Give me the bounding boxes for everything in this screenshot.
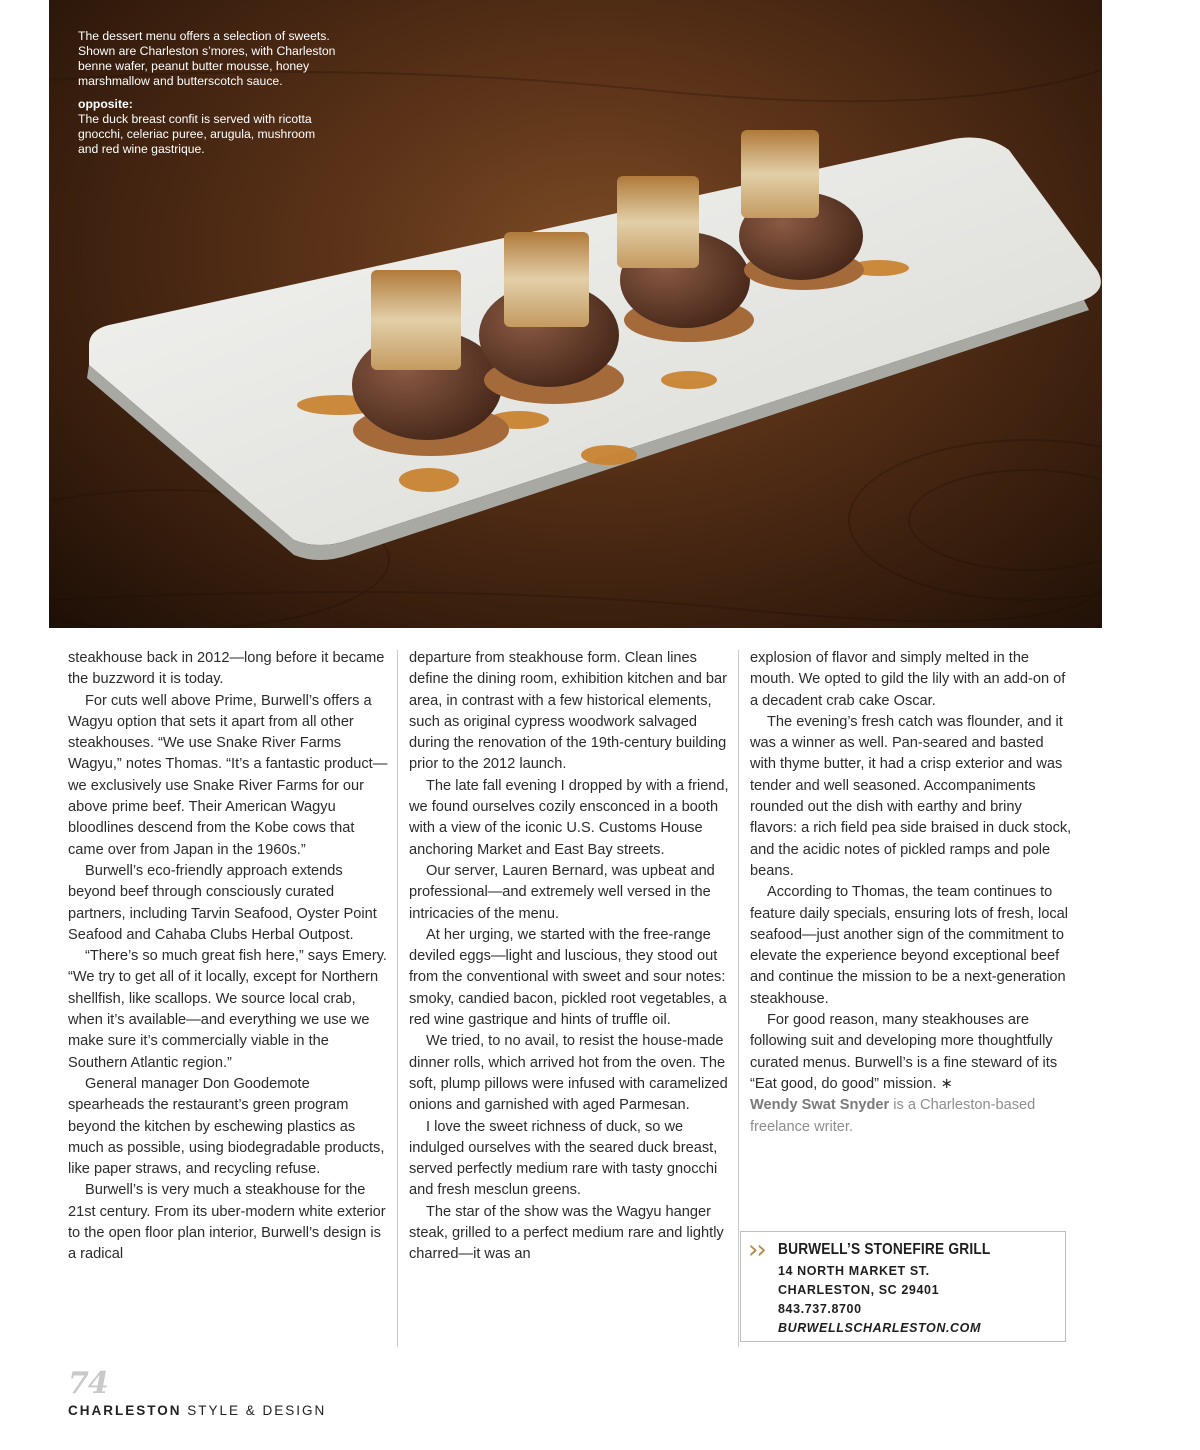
paragraph: Burwell’s is very much a steakhouse for the 21st century. From its uber-modern white exterior to the open floor plan interior, Burwell’s design is a radical xyxy=(68,1182,386,1263)
chevron-right-icon: ›› xyxy=(748,1235,765,1265)
caption-opposite: The duck breast confit is served with ricotta gnocchi, celeriac puree, arugula, mushroom and red wine gastrique. xyxy=(78,112,316,156)
article-column-2 xyxy=(409,648,731,1266)
caption-main: The dessert menu offers a selection of sweets. Shown are Charleston s’mores, with Charleston benne wafer, peanut butter mousse, honey marshmallow and butterscotch sauce. xyxy=(78,29,336,88)
paragraph: departure from steakhouse form. Clean lines define the dining room, exhibition kitchen and bar area, in contrast with a few historical elements, such as original cypress woodwork salvaged during the renovation of the 19th-century building prior to the 2012 launch. xyxy=(409,650,728,773)
author-bio-text: is a Charleston-based freelance writer. xyxy=(750,1097,1036,1135)
paragraph: steakhouse back in 2012—long before it became the buzzword it is today. xyxy=(68,650,385,688)
paragraph: The late fall evening I dropped by with a friend, we found ourselves cozily ensconced in a booth with a view of the iconic U.S. Customs House anchoring Market and East Bay streets. xyxy=(409,777,729,858)
photo-caption xyxy=(78,29,338,165)
paragraph: The star of the show was the Wagyu hanger steak, grilled to a perfect medium rare and lightly charred—it was an xyxy=(409,1203,724,1263)
author-bio xyxy=(750,1095,1072,1138)
paragraph: Burwell’s eco-friendly approach extends beyond beef through consciously curated partners, including Tarvin Seafood, Oyster Point Seafood and Cahaba Clubs Herbal Outpost. xyxy=(68,862,377,943)
article-column-3 xyxy=(750,648,1072,1138)
smore-4 xyxy=(739,130,864,290)
paragraph: I love the sweet richness of duck, so we indulged ourselves with the seared duck breast, served perfectly medium rare with tasty gnocchi and fresh mesclun greens. xyxy=(409,1118,718,1199)
restaurant-phone: 843.737.8700 xyxy=(778,1302,862,1316)
magazine-title xyxy=(68,1403,326,1418)
restaurant-info-box xyxy=(740,1231,1066,1342)
caption-opposite-label: opposite: xyxy=(78,97,133,111)
restaurant-website: BURWELLSCHARLESTON.COM xyxy=(778,1321,982,1335)
paragraph: “There’s so much great fish here,” says Emery. “We try to get all of it locally, except for Northern shellfish, like scallops. We source local crab, when it’s available—and everything we use we make sure it’s commercially viable in the Southern Atlantic region.” xyxy=(68,948,387,1071)
paragraph: Our server, Lauren Bernard, was upbeat and professional—and extremely well versed in the intricacies of the menu. xyxy=(409,862,715,922)
paragraph: The evening’s fresh catch was flounder, and it was a winner as well. Pan-seared and basted with thyme butter, it had a crisp exterior and was tender and well seasoned. Accompaniments rounded out the dish with earthy and briny flavors: a rich field pea side braised in duck stock, and the acidic notes of pickled ramps and pole beans. xyxy=(750,713,1072,879)
paragraph: At her urging, we started with the free-range deviled eggs—light and luscious, they stood out from the conventional with sweet and sour notes: smoky, candied bacon, pickled root vegetables, a red wine gastrique and hints of truffle oil. xyxy=(409,926,727,1029)
dessert-photo xyxy=(49,0,1102,628)
page-number: 74 xyxy=(68,1366,108,1401)
magazine-title-bold: CHARLESTON xyxy=(68,1403,182,1418)
column-divider xyxy=(738,650,739,1347)
paragraph: We tried, to no avail, to resist the house-made dinner rolls, which arrived hot from the oven. The soft, plump pillows were infused with caramelized onions and garnished with aged Parmesan. xyxy=(409,1033,728,1114)
article-column-1 xyxy=(68,648,390,1266)
restaurant-street: 14 NORTH MARKET ST. xyxy=(778,1264,930,1278)
paragraph: explosion of flavor and simply melted in the mouth. We opted to gild the lily with an add-on of a decadent crab cake Oscar. xyxy=(750,650,1066,709)
paragraph: For cuts well above Prime, Burwell’s offers a Wagyu option that sets it apart from all other steakhouses. “We use Snake River Farms Wagyu,” notes Thomas. “It’s a fantastic product—we exclusively use Snake River Farms for our above prime beef. Their American Wagyu bloodlines descend from the Kobe cows that came over from Japan in the 1960s.” xyxy=(68,692,388,858)
restaurant-name: BURWELL’S STONEFIRE GRILL xyxy=(778,1241,991,1258)
paragraph: According to Thomas, the team continues to feature daily specials, ensuring lots of fresh, local seafood—just another sign of the commitment to elevate the experience beyond exceptional beef and continue the mission to be a next-generation steakhouse. xyxy=(750,884,1068,1007)
author-name: Wendy Swat Snyder xyxy=(750,1097,890,1114)
column-divider xyxy=(397,650,398,1347)
paragraph: For good reason, many steakhouses are following suit and developing more thoughtfully curated menus. Burwell’s is a fine steward of its “Eat good, do good” mission. ∗ xyxy=(750,1012,1058,1092)
restaurant-city: CHARLESTON, SC 29401 xyxy=(778,1283,940,1297)
magazine-title-rest: STYLE & DESIGN xyxy=(181,1403,327,1418)
paragraph: General manager Don Goodemote spearheads the restaurant’s green program beyond the kitchen by eschewing plastics as much as possible, using biodegradable products, like paper straws, and recycling refuse. xyxy=(68,1075,385,1178)
